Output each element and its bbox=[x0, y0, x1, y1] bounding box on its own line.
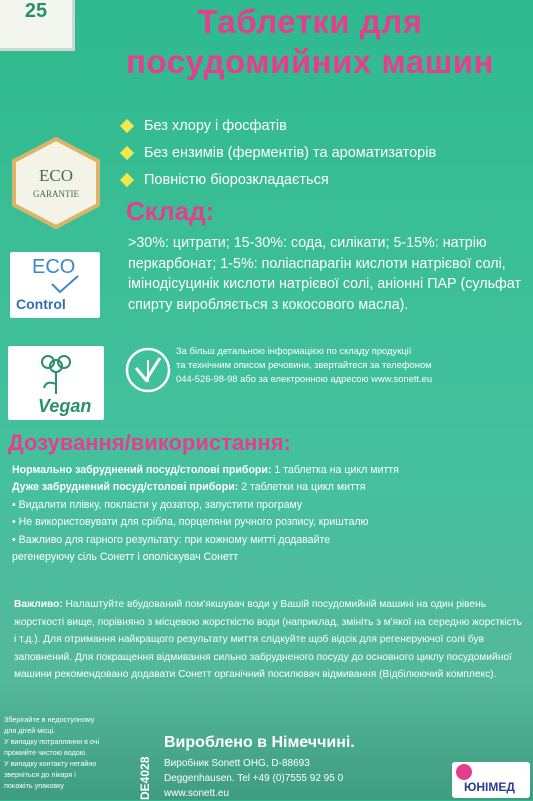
manufacturer-info: Виробник Sonett OHG, D-88693 Deggenhausen. Tel +49 (0)7555 92 95 0 www.sonett.eu bbox=[164, 758, 344, 799]
dosage-heading: Дозування/використання: bbox=[8, 430, 291, 455]
eco-garantie-logo bbox=[8, 135, 104, 231]
importer-logo: ЮНІМЕД bbox=[452, 762, 530, 798]
title-line-1: Таблетки для bbox=[197, 3, 423, 40]
features-list bbox=[122, 112, 532, 193]
quality-mark-icon bbox=[124, 346, 172, 394]
list-item: Без ензимів (ферментів) та ароматизаторів bbox=[122, 139, 532, 166]
composition-text: >30%: цитрати; 15-30%: сода, силікати; 5-15%: натрію перкарбонат; 1-5%: поліаспарагін кислоти натрієвої солі, імінодісуцинік кислоти натрієвої солі, аніонні ПАР (сульфат спирту виробляється з кокосового масла). bbox=[128, 235, 521, 313]
composition-heading: Склад: bbox=[126, 196, 215, 226]
list-item: Повністю біорозкладається bbox=[122, 166, 532, 193]
flower-icon bbox=[36, 350, 76, 396]
vegan-logo bbox=[8, 346, 104, 420]
eco-control-logo bbox=[10, 252, 100, 318]
importer-logo-icon bbox=[456, 764, 472, 780]
diamond-icon bbox=[120, 172, 134, 186]
diamond-icon bbox=[120, 145, 134, 159]
badge-number: 25 bbox=[0, 0, 75, 51]
eco-control-top: ECO bbox=[32, 256, 76, 278]
important-note: Важливо: Налаштуйте вбудований пом'якшувач води у Вашій посудомийній машині на один рівень жорсткості вище, порівняно з місцевою жорсткістю води (наприклад, змініть з м'якої на середню жорсткість і т.д.). Для отримання найкращого результату миття слідкуйте щоб відсік для регенеруючої солі був заповнений. Для покращення відмивання сильно забрудненого посуду до основного циклу посудомийної машини рекомендовано додавати Сонетт органічний посилювач відмивання (Відбілюючий комплекс). bbox=[14, 599, 522, 680]
eco-garantie-top: ECO bbox=[39, 166, 73, 185]
list-item: регенеруючу сіль Сонетт і ополіскувач Сонетт bbox=[12, 551, 239, 564]
batch-code: DE4028 bbox=[138, 756, 152, 800]
warnings-block: Зберігайте в недоступному для дітей місці. У випадку потрапляння в очі промийте чистою водою. У випадку контакту негайно зверніться до лікаря і покажіть упаковку bbox=[4, 715, 100, 790]
dosage-body: Нормально забруднений посуд/столові прибори: 1 таблетка на цикл миття Дуже забруднений посуд/столові прибори: 2 таблетки на цикл миття • Видалити плівку, покласти у дозатор, запустити програму • Не використовувати для срібла, порцеляни ручного розпису, кришталю • Важливо для гарного результату: при кожному митті додавайте регенеруючу сіль Сонетт і ополіскувач Сонетт bbox=[12, 462, 527, 566]
list-item: Без хлору і фосфатів bbox=[122, 112, 532, 139]
check-icon bbox=[50, 274, 80, 294]
eco-garantie-bottom: GARANTIE bbox=[33, 189, 79, 199]
made-in-heading: Вироблено в Німеччині. bbox=[164, 734, 355, 751]
eco-control-bottom: Control bbox=[16, 296, 66, 312]
diamond-icon bbox=[120, 118, 134, 132]
vegan-label: Vegan bbox=[38, 396, 92, 416]
list-item: • Не використовувати для срібла, порцеляни ручного розпису, кришталю bbox=[12, 516, 369, 529]
list-item: • Видалити плівку, покласти у дозатор, запустити програму bbox=[12, 498, 303, 511]
list-item: • Важливо для гарного результату: при кожному митті додавайте bbox=[12, 533, 331, 546]
page-title bbox=[90, 2, 530, 82]
title-line-2: посудомийних машин bbox=[126, 43, 494, 80]
info-block: За більш детальною інформацією по складу продукції та технічним описом речовини, звертайтеся за телефоном 044-526-98-98 або за електронною адресою www.sonett.eu bbox=[176, 345, 433, 384]
